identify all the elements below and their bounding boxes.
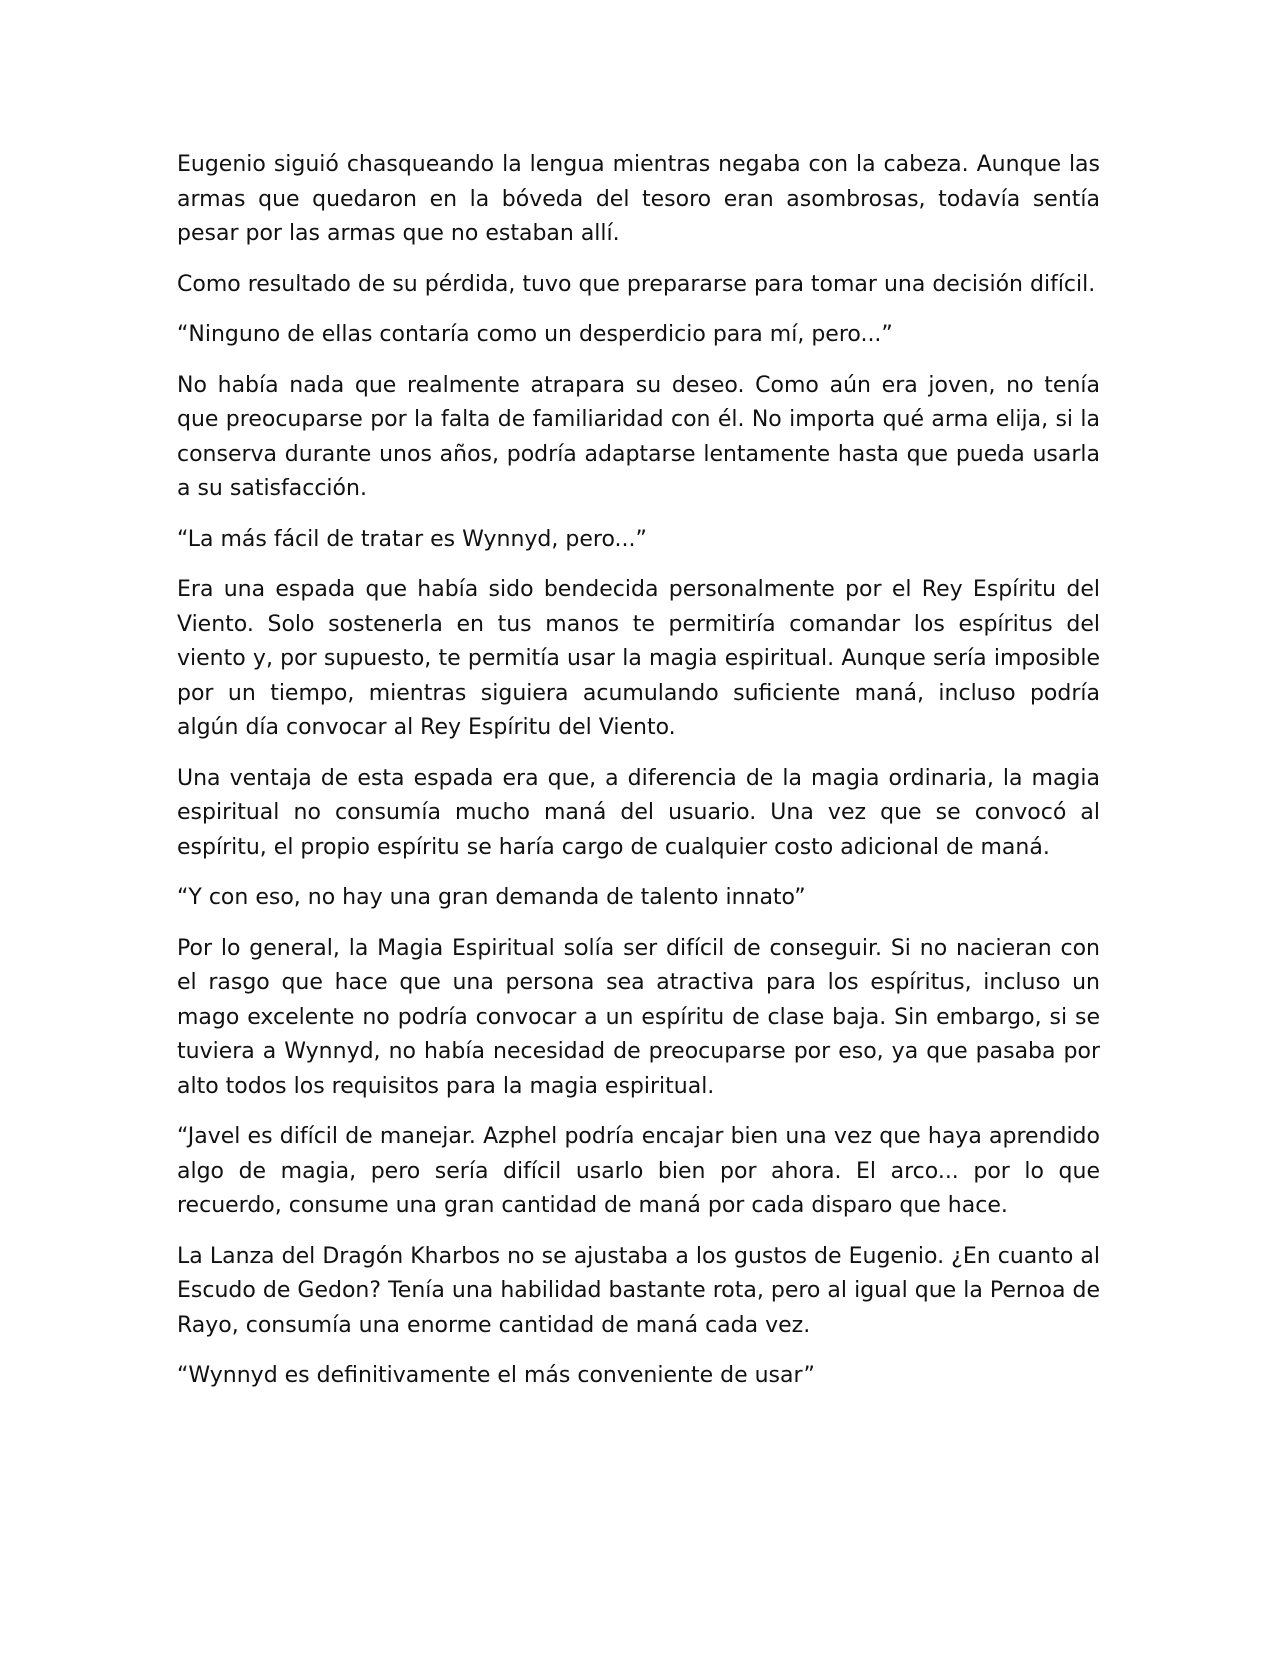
paragraph: Una ventaja de esta espada era que, a diferencia de la magia ordinaria, la magia espiritual no consumía mucho maná del usuario. Una vez que se convocó al espíritu, el propio espíritu se haría cargo de cualquier costo adicional de maná.: [177, 765, 1100, 860]
paragraph: “Wynnyd es definitivamente el más conveniente de usar”: [177, 1363, 815, 1388]
document-page: [177, 148, 1100, 1410]
paragraph: La Lanza del Dragón Kharbos no se ajustaba a los gustos de Eugenio. ¿En cuanto al Escudo de Gedon? Tenía una habilidad bastante rota, pero al igual que la Pernoa de Rayo, consumía una enorme cantidad de maná cada vez.: [177, 1243, 1100, 1338]
paragraph: “La más fácil de tratar es Wynnyd, pero...”: [177, 526, 647, 552]
paragraph: Eugenio siguió chasqueando la lengua mientras negaba con la cabeza. Aunque las armas que quedaron en la bóveda del tesoro eran asombrosas, todavía sentía pesar por las armas que no estaban allí.: [177, 152, 1100, 246]
paragraph: “Ninguno de ellas contaría como un desperdicio para mí, pero...”: [177, 322, 893, 347]
paragraph: Por lo general, la Magia Espiritual solía ser difícil de conseguir. Si no nacieran con el rasgo que hace que una persona sea atractiva para los espíritus, incluso un mago excelente no podría convocar a un espíritu de clase baja. Sin embargo, si se tuviera a Wynnyd, no había necesidad de preocuparse por eso, ya que pasaba por alto todos los requisitos para la magia espiritual.: [177, 935, 1100, 1099]
paragraph: “Javel es difícil de manejar. Azphel podría encajar bien una vez que haya aprendido algo de magia, pero sería difícil usarlo bien por ahora. El arco... por lo que recuerdo, consume una gran cantidad de maná por cada disparo que hace.: [177, 1124, 1100, 1218]
paragraph: No había nada que realmente atrapara su deseo. Como aún era joven, no tenía que preocuparse por la falta de familiaridad con él. No importa qué arma elija, si la conserva durante unos años, podría adaptarse lentamente hasta que pueda usarla a su satisfacción.: [177, 372, 1100, 501]
paragraph: Como resultado de su pérdida, tuvo que prepararse para tomar una decisión difícil.: [177, 271, 1096, 297]
paragraph: Era una espada que había sido bendecida personalmente por el Rey Espíritu del Viento. Solo sostenerla en tus manos te permitiría comandar los espíritus del viento y, por supuesto, te permitía usar la magia espiritual. Aunque sería imposible por un tiempo, mientras siguiera acumulando suficiente maná, incluso podría algún día convocar al Rey Espíritu del Viento.: [177, 577, 1100, 740]
paragraph: “Y con eso, no hay una gran demanda de talento innato”: [177, 885, 806, 910]
